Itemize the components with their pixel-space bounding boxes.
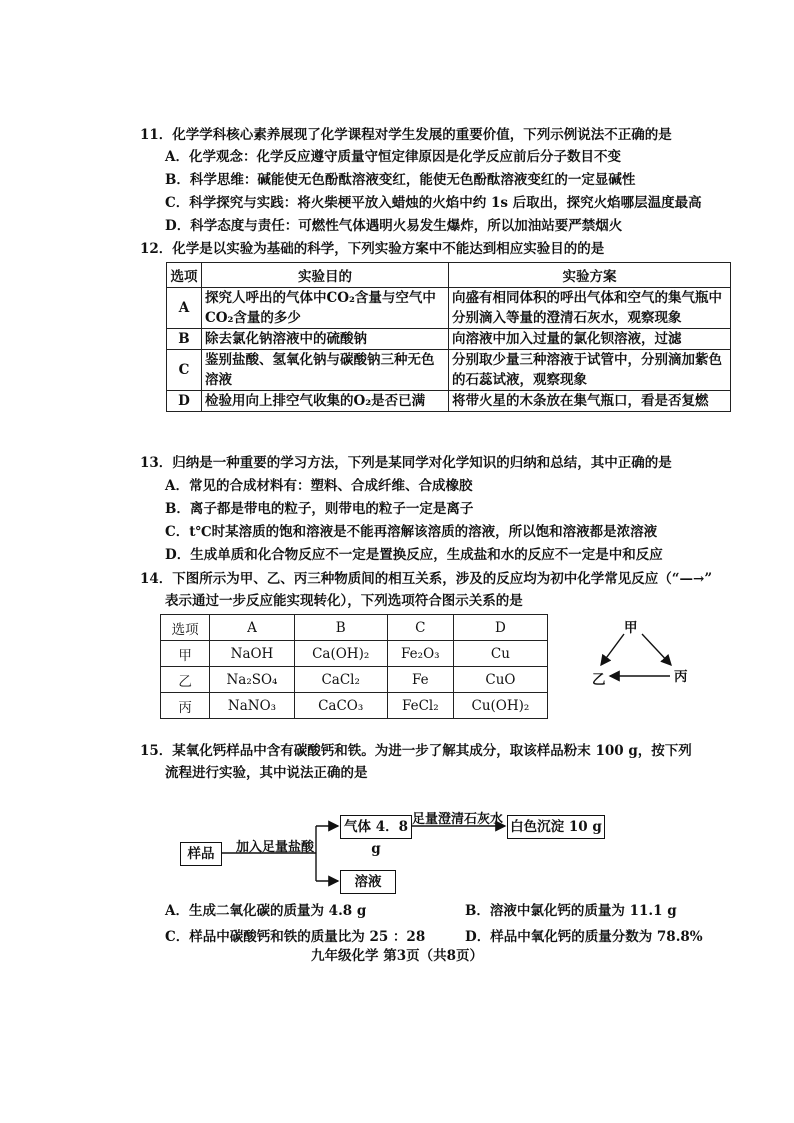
table-cell: CaCO₃ xyxy=(294,693,387,719)
table-cell-key: B xyxy=(167,329,202,350)
table-cell-plan: 分别取少量三种溶液于试管中，分别滴加紫色的石蕊试液，观察现象 xyxy=(449,350,731,391)
flow-box-solution: 溶液 xyxy=(340,870,396,894)
table-cell-plan: 向盛有相同体积的呼出气体和空气的集气瓶中分别滴入等量的澄清石灰水，观察现象 xyxy=(449,288,731,329)
table-header: 选项 xyxy=(167,263,202,288)
table-cell-plan: 将带火星的木条放在集气瓶口，看是否复燃 xyxy=(449,391,731,412)
table-cell: Ca(OH)₂ xyxy=(294,641,387,667)
table-cell-key: D xyxy=(167,391,202,412)
flow-box-sample: 样品 xyxy=(180,842,222,866)
table-cell: 选项 xyxy=(161,615,210,641)
q14-stem-line2: 表示通过一步反应能实现转化），下列选项符合图示关系的是 xyxy=(165,593,523,609)
q15-option-b: B．溶液中氯化钙的质量为 11.1 g xyxy=(465,903,677,919)
q14-stem-line1: 14．下图所示为甲、乙、丙三种物质间的相互关系，涉及的反应均为初中化学常见反应（“—→” xyxy=(140,571,713,587)
table-cell: Fe₂O₃ xyxy=(387,641,453,667)
table-cell: A xyxy=(210,615,294,641)
table-cell: D xyxy=(453,615,547,641)
table-cell: 乙 xyxy=(161,667,210,693)
table-cell: Cu xyxy=(453,641,547,667)
q13-stem: 13．归纳是一种重要的学习方法，下列是某同学对化学知识的归纳和总结，其中正确的是 xyxy=(140,455,672,471)
table-cell: 甲 xyxy=(161,641,210,667)
table-cell: FeCl₂ xyxy=(387,693,453,719)
flow-box-precipitate: 白色沉淀 10 g xyxy=(507,815,605,839)
table-header: 实验方案 xyxy=(449,263,731,288)
table-cell: NaNO₃ xyxy=(210,693,294,719)
q11-option-a: A．化学观念：化学反应遵守质量守恒定律原因是化学反应前后分子数目不变 xyxy=(165,149,621,165)
table-header: 实验目的 xyxy=(202,263,449,288)
q15-stem-line1: 15．某氧化钙样品中含有碳酸钙和铁。为进一步了解其成分，取该样品粉末 100 g，按下列 xyxy=(140,743,692,759)
arrow-jia-to-yi xyxy=(601,634,624,665)
flow-label-reagent2: 足量澄清石灰水 xyxy=(412,812,504,827)
q13-option-c: C．t℃时某溶质的饱和溶液是不能再溶解该溶质的溶液，所以饱和溶液都是浓溶液 xyxy=(165,524,658,540)
table-cell: C xyxy=(387,615,453,641)
table-cell: CuO xyxy=(453,667,547,693)
table-cell-plan: 向溶液中加入过量的氯化钡溶液，过滤 xyxy=(449,329,731,350)
q15-stem-line2: 流程进行实验，其中说法正确的是 xyxy=(165,765,368,781)
q11-stem: 11．化学学科核心素养展现了化学课程对学生发展的重要价值，下列示例说法不正确的是 xyxy=(140,127,672,143)
q11-option-c: C．科学探究与实践：将火柴梗平放入蜡烛的火焰中约 1s 后取出，探究火焰哪层温度最高 xyxy=(165,195,702,211)
diagram-node-yi: 乙 xyxy=(592,672,606,688)
diagram-node-bing: 丙 xyxy=(674,669,688,685)
table-cell: CaCl₂ xyxy=(294,667,387,693)
q13-option-d: D．生成单质和化合物反应不一定是置换反应，生成盐和水的反应不一定是中和反应 xyxy=(165,547,663,563)
table-cell-aim: 鉴别盐酸、氢氧化钠与碳酸钠三种无色溶液 xyxy=(202,350,449,391)
table-cell: NaOH xyxy=(210,641,294,667)
table-cell: Fe xyxy=(387,667,453,693)
q13-option-b: B．离子都是带电的粒子，则带电的粒子一定是离子 xyxy=(165,501,474,517)
table-cell: 丙 xyxy=(161,693,210,719)
table-cell: Na₂SO₄ xyxy=(210,667,294,693)
page-footer: 九年级化学 第3页（共8页） xyxy=(311,948,483,964)
q15-option-c: C．样品中碳酸钙和铁的质量比为 25 ：28 xyxy=(165,929,426,945)
diagram-node-jia: 甲 xyxy=(624,620,638,636)
table-cell-key: A xyxy=(167,288,202,329)
flow-label-reagent1: 加入足量盐酸 xyxy=(236,840,315,855)
q12-stem: 12．化学是以实验为基础的科学，下列实验方案中不能达到相应实验目的的是 xyxy=(140,241,605,257)
q11-option-b: B．科学思维：碱能使无色酚酞溶液变红，能使无色酚酞溶液变红的一定显碱性 xyxy=(165,172,636,188)
table-cell-key: C xyxy=(167,350,202,391)
table-cell-aim: 探究人呼出的气体中CO₂含量与空气中CO₂含量的多少 xyxy=(202,288,449,329)
q13-option-a: A．常见的合成材料有：塑料、合成纤维、合成橡胶 xyxy=(165,478,473,494)
table-cell: B xyxy=(294,615,387,641)
table-cell-aim: 除去氯化钠溶液中的硫酸钠 xyxy=(202,329,449,350)
q15-option-d: D．样品中氧化钙的质量分数为 78.8% xyxy=(465,929,703,945)
q11-option-d: D．科学态度与责任：可燃性气体遇明火易发生爆炸，所以加油站要严禁烟火 xyxy=(165,218,623,234)
flow-box-gas: 气体 4．8 g xyxy=(340,815,412,839)
arrow-jia-to-bing xyxy=(642,634,671,665)
table-cell: Cu(OH)₂ xyxy=(453,693,547,719)
q15-option-a: A．生成二氧化碳的质量为 4.8 g xyxy=(165,903,367,919)
table-cell-aim: 检验用向上排空气收集的O₂是否已满 xyxy=(202,391,449,412)
